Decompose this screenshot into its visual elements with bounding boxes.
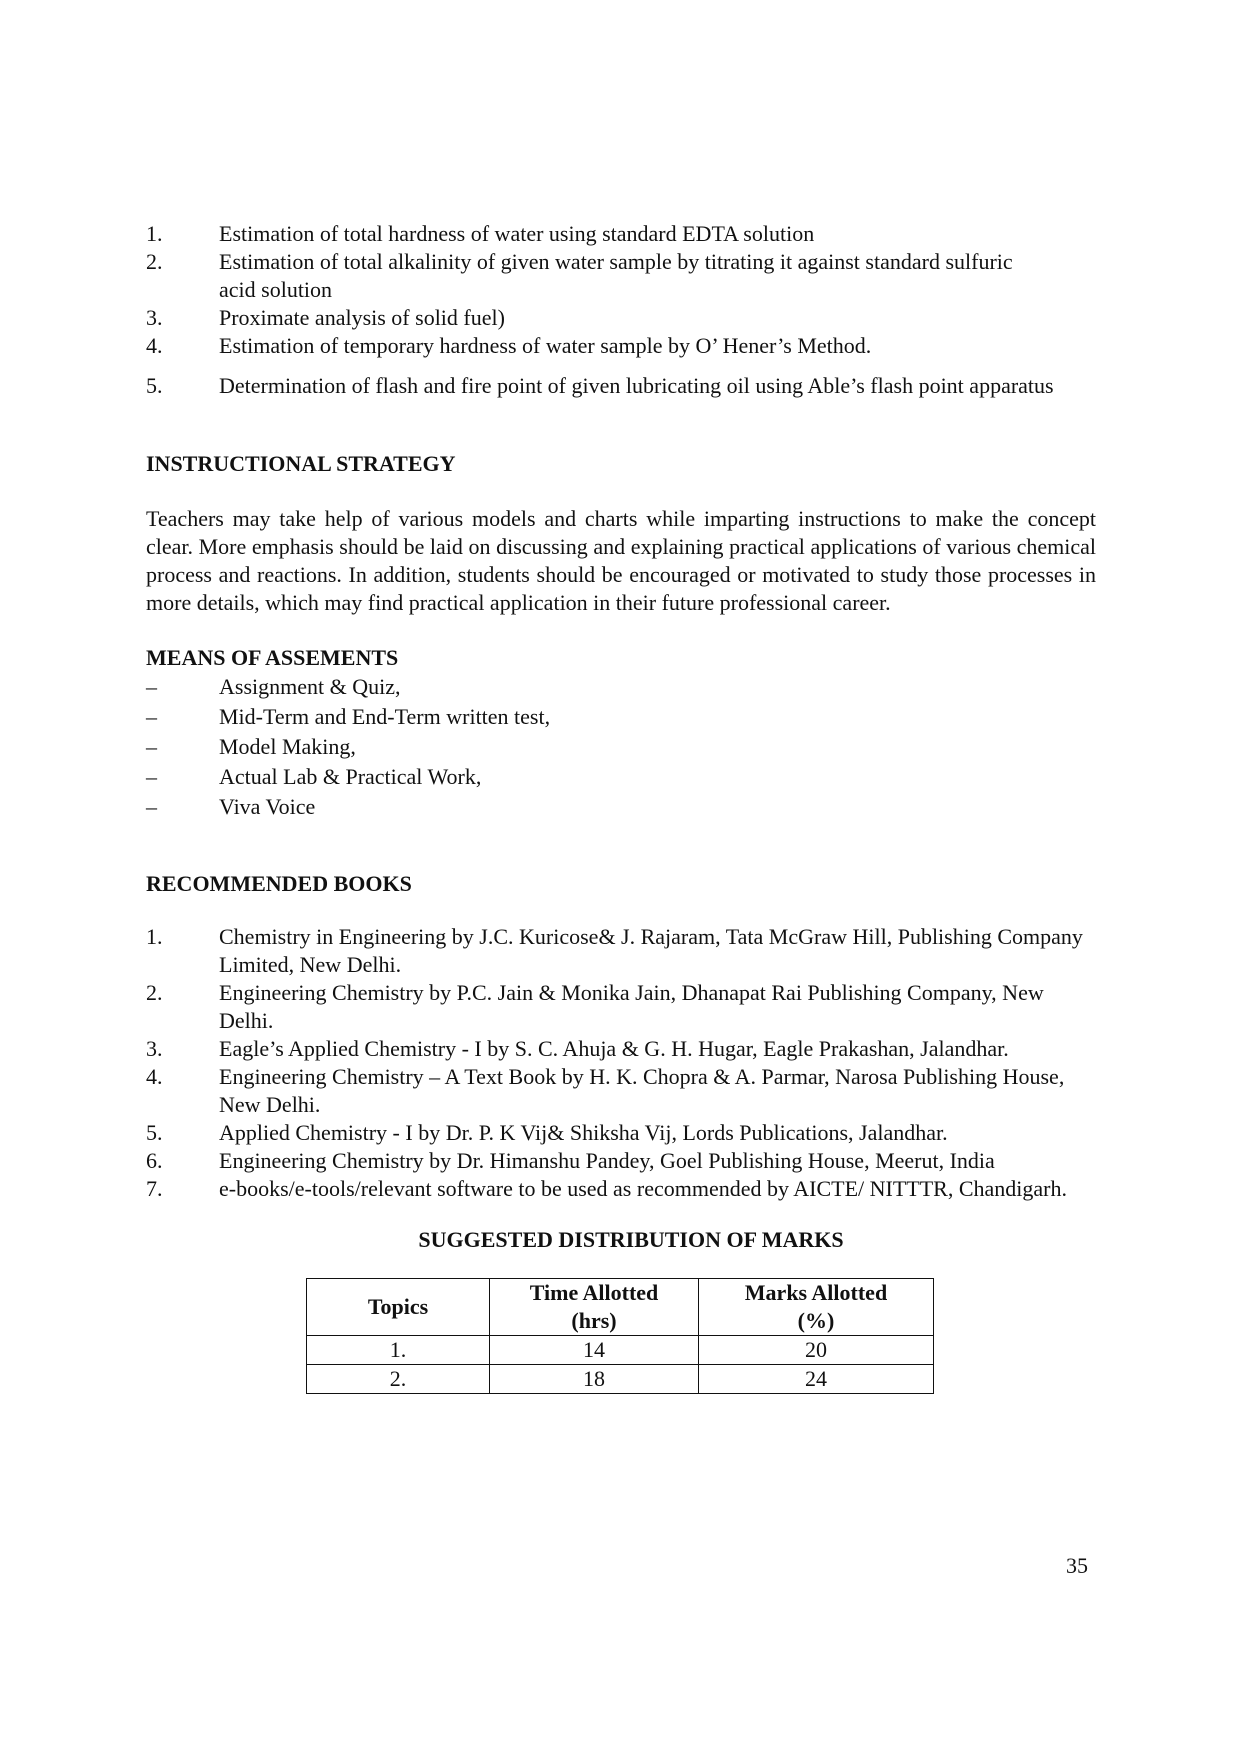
bullet-dash: – [146, 734, 157, 759]
list-item-text: Chemistry in Engineering by J.C. Kuricose& J. Rajaram, Tata McGraw Hill, Publishing Company Limited, New Delhi. [219, 924, 1083, 977]
assessments-heading: MEANS OF ASSEMENTS [146, 645, 399, 670]
table-cell-time: 14 [490, 1336, 699, 1365]
list-item-number: 3. [146, 1036, 163, 1061]
list-item [146, 1119, 1096, 1147]
list-item-text: Viva Voice [219, 794, 316, 819]
table-cell-marks: 20 [699, 1336, 934, 1365]
bullet-dash: – [146, 674, 157, 699]
recommended-books-list [146, 923, 1096, 1203]
header-line: Time Allotted [529, 1280, 659, 1305]
list-item [146, 762, 1096, 792]
experiment-list [146, 220, 1096, 400]
list-item [146, 702, 1096, 732]
table-cell-topic: 1. [307, 1336, 490, 1365]
table-cell-topic: 2. [307, 1365, 490, 1394]
list-item-text: Eagle’s Applied Chemistry - I by S. C. Ahuja & G. H. Hugar, Eagle Prakashan, Jalandhar. [219, 1036, 1009, 1061]
list-item-number: 5. [146, 1120, 163, 1145]
marks-distribution-heading: SUGGESTED DISTRIBUTION OF MARKS [418, 1227, 844, 1252]
list-item [146, 1035, 1096, 1063]
list-item-number: 4. [146, 333, 163, 358]
table-row [307, 1365, 934, 1394]
list-item-number: 5. [146, 373, 163, 398]
list-item [146, 672, 1096, 702]
list-item-text: Engineering Chemistry by P.C. Jain & Monika Jain, Dhanapat Rai Publishing Company, New Delhi. [219, 980, 1044, 1033]
list-item-text: Applied Chemistry - I by Dr. P. K Vij& Shiksha Vij, Lords Publications, Jalandhar. [219, 1120, 948, 1145]
bullet-dash: – [146, 794, 157, 819]
list-item-number: 2. [146, 249, 163, 274]
instructional-strategy-heading: INSTRUCTIONAL STRATEGY [146, 451, 456, 476]
list-item-number: 3. [146, 305, 163, 330]
list-item [146, 732, 1096, 762]
list-item [146, 372, 1096, 400]
list-item-text: Estimation of total hardness of water using standard EDTA solution [219, 221, 815, 246]
table-header-row [307, 1279, 934, 1336]
list-item-text: Assignment & Quiz, [219, 674, 401, 699]
document-page [146, 220, 1096, 1394]
marks-distribution-table [306, 1278, 934, 1394]
list-item-number: 7. [146, 1176, 163, 1201]
column-header-marks [699, 1279, 934, 1336]
table-cell-marks: 24 [699, 1365, 934, 1394]
list-item [146, 248, 1096, 304]
list-item [146, 979, 1096, 1035]
list-item-number: 4. [146, 1064, 163, 1089]
list-item-text: Estimation of temporary hardness of water sample by O’ Hener’s Method. [219, 333, 872, 358]
list-item [146, 1175, 1096, 1203]
list-item [146, 1147, 1096, 1175]
instructional-strategy-text: Teachers may take help of various models and charts while imparting instructions to make the concept clear. More emphasis should be laid on discussing and explaining practical applications of various chemical process and reactions. In addition, students should be encouraged or motivated to study those processes in more details, which may find practical application in their future professional career. [146, 506, 1096, 615]
column-header-topics: Topics [307, 1279, 490, 1336]
list-item [146, 1063, 1096, 1119]
header-line: (%) [797, 1308, 835, 1333]
list-item [146, 923, 1096, 979]
column-header-time [490, 1279, 699, 1336]
list-item-text: Estimation of total alkalinity of given water sample by titrating it against standard sulfuric acid solution [219, 249, 1013, 302]
list-item-text: Proximate analysis of solid fuel) [219, 305, 505, 330]
header-line: (hrs) [571, 1308, 617, 1333]
list-item [146, 304, 1096, 332]
list-item [146, 220, 1096, 248]
recommended-books-heading: RECOMMENDED BOOKS [146, 871, 412, 896]
list-item-number: 1. [146, 221, 163, 246]
list-item-number: 1. [146, 924, 163, 949]
assessments-list [146, 672, 1096, 822]
list-item-text: Mid-Term and End-Term written test, [219, 704, 551, 729]
list-item-number: 6. [146, 1148, 163, 1173]
page-number: 35 [1066, 1553, 1088, 1578]
bullet-dash: – [146, 704, 157, 729]
list-item-text: e-books/e-tools/relevant software to be used as recommended by AICTE/ NITTTR, Chandigarh. [219, 1176, 1067, 1201]
list-item-text: Engineering Chemistry – A Text Book by H. K. Chopra & A. Parmar, Narosa Publishing House, New Delhi. [219, 1064, 1065, 1117]
table-cell-time: 18 [490, 1365, 699, 1394]
header-line: Marks Allotted [744, 1280, 888, 1305]
bullet-dash: – [146, 764, 157, 789]
list-item-text: Engineering Chemistry by Dr. Himanshu Pandey, Goel Publishing House, Meerut, India [219, 1148, 995, 1173]
table-row [307, 1336, 934, 1365]
list-item-text: Model Making, [219, 734, 356, 759]
list-item [146, 332, 1096, 360]
list-item-number: 2. [146, 980, 163, 1005]
list-item [146, 792, 1096, 822]
list-item-text: Determination of flash and fire point of given lubricating oil using Able’s flash point apparatus [219, 373, 1054, 398]
list-item-text: Actual Lab & Practical Work, [219, 764, 482, 789]
